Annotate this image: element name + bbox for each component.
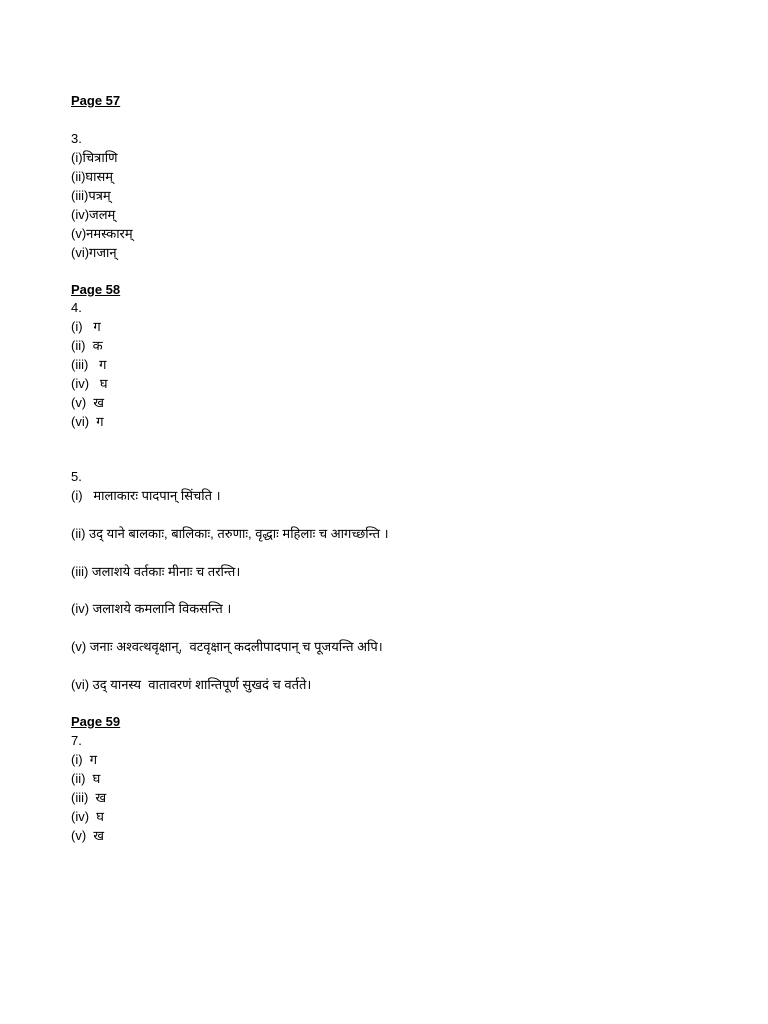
q7-item-3: (iii) ख <box>71 790 107 805</box>
q3-item-2: (ii)घासम् <box>71 169 114 184</box>
q3-item-6: (vi)गजान् <box>71 245 117 260</box>
q5-item-3: (iii) जलाशये वर्तकाः मीनाः च तरन्ति। <box>71 564 241 579</box>
q3-item-4: (iv)जलम् <box>71 207 116 222</box>
q4-item-3: (iii) ग <box>71 357 107 372</box>
question-4-number: 4. <box>71 300 82 315</box>
q4-item-6: (vi) ग <box>71 414 104 429</box>
q3-item-3: (iii)पत्रम् <box>71 188 111 203</box>
q4-item-5: (v) ख <box>71 395 105 410</box>
q5-item-1: (i) मालाकारः पादपान् सिंचति । <box>71 488 221 503</box>
question-7-number: 7. <box>71 733 82 748</box>
q7-item-5: (v) ख <box>71 828 105 843</box>
q7-item-4: (iv) घ <box>71 809 104 824</box>
page-59-heading: Page 59 <box>71 714 121 729</box>
q5-item-4: (iv) जलाशये कमलानि विकसन्ति । <box>71 601 232 616</box>
q7-item-2: (ii) घ <box>71 771 101 786</box>
page-57-heading: Page 57 <box>71 93 121 108</box>
q3-item-5: (v)नमस्कारम् <box>71 226 133 241</box>
q4-item-4: (iv) घ <box>71 376 108 391</box>
question-5-number: 5. <box>71 469 82 484</box>
q4-item-2: (ii) क <box>71 338 103 353</box>
q5-item-5: (v) जनाः अश्वत्थवृक्षान्, वटवृक्षान् कदलीपादपान् च पूजयन्ति अपि। <box>71 639 383 654</box>
q4-item-1: (i) ग <box>71 319 101 334</box>
q5-item-2: (ii) उद् याने बालकाः, बालिकाः, तरुणाः, वृद्धाः महिलाः च आगच्छन्ति । <box>71 526 389 541</box>
question-3-number: 3. <box>71 131 82 146</box>
q7-item-1: (i) ग <box>71 752 98 767</box>
q5-item-6: (vi) उद् यानस्य वातावरणं शान्तिपूर्ण सुखदं च वर्तते। <box>71 677 312 692</box>
q3-item-1: (i)चित्राणि <box>71 150 118 165</box>
page-58-heading: Page 58 <box>71 282 121 297</box>
